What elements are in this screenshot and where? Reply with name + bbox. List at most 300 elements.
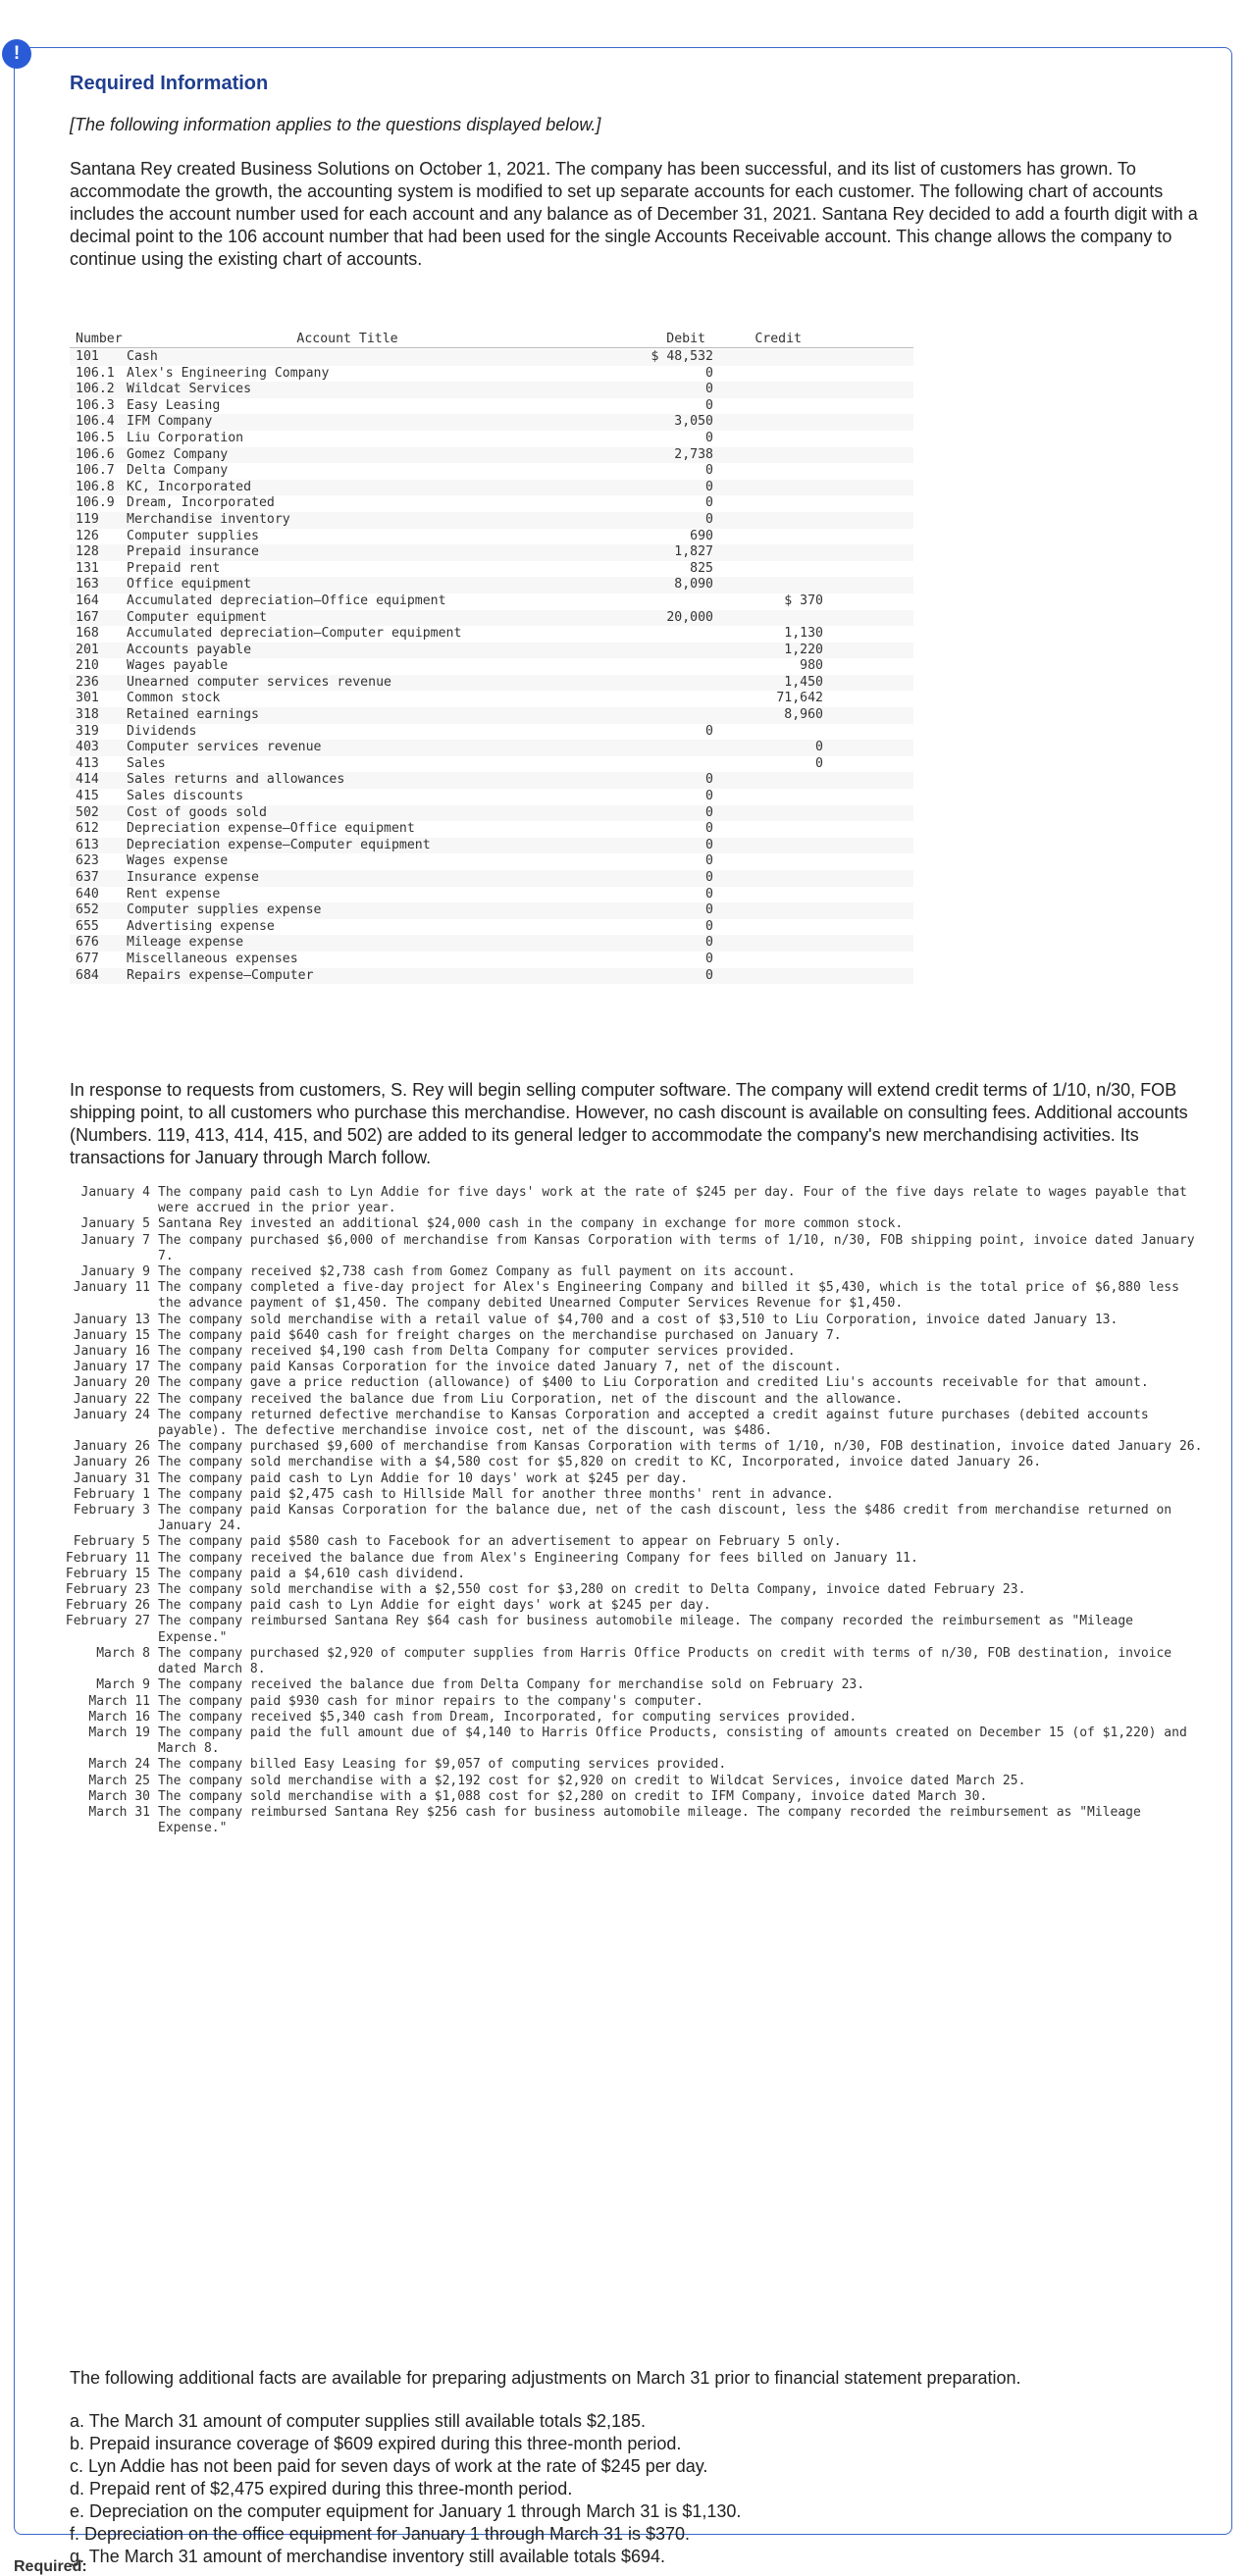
transaction-text: The company received $5,340 cash from Dream, Incorporated, for computing services provided. [158,1709,858,1725]
coa-title: Cash [127,349,158,364]
coa-title: Common stock [127,691,221,706]
coa-credit [713,349,823,366]
coa-debit [617,643,713,659]
coa-row [70,366,913,383]
coa-row [70,902,913,919]
coa-title: Dividends [127,723,197,739]
transaction-item [52,1710,1205,1726]
coa-credit: 8,960 [784,707,823,723]
coa-title: Unearned computer services revenue [127,674,391,690]
alert-icon: ! [2,39,31,69]
transaction-text: The company received the balance due from Delta Company for merchandise sold on February 23. [158,1677,865,1693]
coa-debit: 3,050 [674,414,713,430]
transaction-text: The company sold merchandise with a $2,192 cost for $2,920 on credit to Wildcat Services, invoice dated March 25. [158,1773,1026,1788]
coa-credit: 0 [815,740,823,755]
coa-debit [617,593,713,610]
transactions-list [52,1185,1205,1836]
coa-credit [713,463,823,480]
transaction-text: The company sold merchandise with a $2,550 cost for $3,280 on credit to Delta Company, invoice dated February 23. [158,1582,1026,1598]
transaction-date: January 9 [80,1264,150,1280]
merchandising-paragraph: In response to requests from customers, S. Rey will begin selling computer software. The company will extend credit terms of 1/10, n/30, FOB shipping point, to all customers who purchase this merchandise. However, no cash discount is available on consulting fees. Additional accounts (Numbers. 119, 413, 414, 415, and 502) are added to its general ledger to accommodate the company's new merchandising activities. Its transactions for January through March follow. [70,1080,1188,1167]
transaction-date: February 5 [73,1534,150,1550]
coa-title: Delta Company [127,463,229,479]
coa-title: Alex's Engineering Company [127,365,330,381]
coa-row [70,887,913,903]
coa-row [70,480,913,496]
adjustment-fact: f. Depreciation on the office equipment for January 1 through March 31 is $370. [70,2524,691,2544]
transaction-item [52,1757,1205,1773]
coa-title: Repairs expense—Computer [127,967,314,983]
coa-credit [713,887,823,903]
coa-row [70,707,913,724]
coa-debit: 0 [705,772,713,788]
coa-number: 655 [76,918,99,934]
transaction-text: The company paid cash to Lyn Addie for 10 days' work at $245 per day. [158,1470,689,1486]
coa-header-title: Account Title [296,332,398,346]
coa-row [70,919,913,936]
transaction-text: The company paid $2,475 cash to Hillside Mall for another three months' rent in advance. [158,1486,834,1502]
coa-row [70,853,913,870]
transaction-date: March 24 [88,1757,150,1773]
coa-row [70,675,913,692]
coa-credit [713,838,823,854]
coa-row [70,838,913,854]
coa-debit: 0 [705,870,713,885]
transaction-item [52,1774,1205,1789]
coa-debit: 0 [705,821,713,837]
info-card [14,47,1232,2566]
transaction-text: The company received $2,738 cash from Gomez Company as full payment on its account. [158,1264,796,1280]
transaction-item [52,1328,1205,1344]
coa-credit [713,512,823,529]
coa-credit [713,561,823,578]
transaction-date: January 26 [73,1439,150,1455]
transaction-date: January 5 [80,1216,150,1232]
coa-number: 119 [76,511,99,527]
coa-number: 131 [76,560,99,576]
coa-credit [713,414,823,431]
coa-title: Accumulated depreciation—Office equipment [127,592,446,608]
transaction-text: The company paid $580 cash to Facebook for an advertisement to appear on February 5 only. [158,1534,842,1550]
transaction-date: January 22 [73,1391,150,1407]
coa-title: Prepaid rent [127,560,221,576]
transaction-date: March 8 [96,1645,150,1661]
transaction-item [52,1614,1205,1645]
coa-row [70,789,913,805]
coa-number: 101 [76,349,99,364]
transaction-text: The company sold merchandise with a $1,088 cost for $2,280 on credit to IFM Company, invoice dated March 30. [158,1788,988,1804]
coa-title: Easy Leasing [127,397,221,413]
coa-title: Sales discounts [127,789,244,804]
coa-credit: 0 [815,755,823,771]
transaction-item [52,1503,1205,1534]
transaction-item [52,1646,1205,1677]
transaction-date: February 23 [65,1582,150,1598]
coa-credit [713,772,823,789]
coa-debit: 0 [705,789,713,804]
coa-number: 168 [76,626,99,642]
transaction-date: February 27 [65,1614,150,1629]
transaction-text: Santana Rey invested an additional $24,000 cash in the company in exchange for more common stock. [158,1216,904,1232]
transaction-item [52,1439,1205,1455]
coa-number: 677 [76,951,99,966]
coa-number: 319 [76,723,99,739]
transaction-text: The company returned defective merchandise to Kansas Corporation and accepted a credit against future purchases (debited accounts payable). The defective merchandise invoice cost, net of the discount, was $486. [158,1407,1149,1439]
coa-debit [617,756,713,773]
coa-header-number: Number [76,332,123,346]
transaction-date: January 16 [73,1344,150,1360]
coa-number: 106.9 [76,495,115,511]
coa-row [70,593,913,610]
transaction-text: The company paid Kansas Corporation for the invoice dated January 7, net of the discount. [158,1360,842,1375]
coa-number: 684 [76,967,99,983]
coa-number: 106.2 [76,382,115,397]
coa-title: Retained earnings [127,707,259,723]
coa-debit: 8,090 [674,577,713,592]
coa-credit: 1,130 [784,626,823,642]
coa-debit: 0 [705,935,713,951]
coa-debit [617,691,713,707]
transaction-date: February 15 [65,1566,150,1581]
coa-row [70,349,913,366]
transaction-item [52,1534,1205,1550]
transaction-date: January 15 [73,1327,150,1343]
transaction-text: The company reimbursed Santana Rey $256 cash for business automobile mileage. The company recorded the reimbursement as "Mileage Expense." [158,1804,1141,1836]
coa-credit: 980 [800,658,823,674]
transaction-text: The company paid cash to Lyn Addie for eight days' work at $245 per day. [158,1598,711,1614]
coa-row [70,495,913,512]
transaction-item [52,1598,1205,1614]
transaction-item [52,1185,1205,1216]
coa-credit: 71,642 [776,691,823,706]
adjustment-fact: a. The March 31 amount of computer supplies still available totals $2,185. [70,2411,646,2431]
coa-credit [713,935,823,952]
coa-credit [713,919,823,936]
transaction-date: February 26 [65,1598,150,1614]
coa-header-credit: Credit [755,332,802,346]
transaction-date: January 4 [80,1185,150,1200]
coa-number: 652 [76,902,99,918]
transaction-item [52,1551,1205,1567]
coa-number: 612 [76,821,99,837]
coa-number: 236 [76,674,99,690]
coa-row [70,643,913,659]
coa-debit: 1,827 [674,544,713,560]
coa-debit [617,658,713,675]
coa-title: Computer equipment [127,609,267,625]
coa-credit [713,366,823,383]
coa-debit: 0 [705,463,713,479]
coa-row [70,544,913,561]
transaction-date: February 3 [73,1503,150,1519]
coa-debit [617,675,713,692]
coa-number: 415 [76,789,99,804]
transaction-item [52,1360,1205,1375]
coa-row [70,968,913,985]
coa-debit: 0 [705,804,713,820]
coa-debit: 690 [690,528,713,543]
coa-credit [713,724,823,741]
adjustment-fact: g. The March 31 amount of merchandise inventory still available totals $694. [70,2547,665,2566]
transaction-item [52,1264,1205,1280]
coa-number: 640 [76,886,99,902]
coa-row [70,740,913,756]
coa-debit: 825 [690,560,713,576]
coa-row [70,870,913,887]
coa-number: 623 [76,853,99,869]
chart-of-accounts [70,332,913,984]
coa-row [70,724,913,741]
coa-debit: 0 [705,853,713,869]
coa-number: 403 [76,740,99,755]
coa-title: Wages expense [127,853,229,869]
coa-debit: 0 [705,837,713,852]
coa-credit [713,952,823,968]
adjustment-fact: d. Prepaid rent of $2,475 expired during this three-month period. [70,2479,573,2499]
transaction-date: January 24 [73,1407,150,1422]
coa-credit: $ 370 [784,592,823,608]
transaction-text: The company sold merchandise with a retail value of $4,700 and a cost of $3,510 to Liu Corporation, invoice dated January 13. [158,1312,1119,1327]
coa-title: Wages payable [127,658,229,674]
transaction-date: February 11 [65,1550,150,1566]
adjustment-facts-list [70,2410,741,2568]
coa-debit: 0 [705,967,713,983]
transaction-item [52,1471,1205,1487]
required-label: Required: [14,2558,87,2575]
coa-credit [713,870,823,887]
transaction-text: The company paid cash to Lyn Addie for five days' work at the rate of $245 per day. Four of the five days relate to wages payable that were accrued in the prior year. [158,1185,1187,1216]
coa-debit: 0 [705,951,713,966]
coa-row [70,398,913,415]
coa-credit [713,431,823,447]
coa-number: 301 [76,691,99,706]
transaction-item [52,1677,1205,1693]
coa-row [70,382,913,398]
transaction-item [52,1233,1205,1264]
coa-title: Advertising expense [127,918,275,934]
transaction-date: March 19 [88,1725,150,1740]
coa-number: 106.1 [76,365,115,381]
coa-row [70,463,913,480]
coa-credit [713,495,823,512]
coa-number: 163 [76,577,99,592]
coa-title: Merchandise inventory [127,511,290,527]
coa-debit: 0 [705,886,713,902]
transaction-date: January 11 [73,1280,150,1296]
transaction-item [52,1487,1205,1503]
transaction-date: February 1 [73,1486,150,1502]
transaction-text: The company reimbursed Santana Rey $64 cash for business automobile mileage. The company recorded the reimbursement as "Mileage Expense." [158,1614,1133,1645]
coa-title: Liu Corporation [127,430,244,445]
transaction-text: The company gave a price reduction (allowance) of $400 to Liu Corporation and credited Liu's accounts receivable for that amount. [158,1375,1149,1391]
coa-debit [617,740,713,756]
coa-title: Cost of goods sold [127,804,267,820]
coa-number: 126 [76,528,99,543]
coa-number: 201 [76,642,99,657]
coa-row [70,431,913,447]
coa-number: 637 [76,870,99,885]
coa-credit [713,968,823,985]
transaction-item [52,1375,1205,1391]
transaction-text: The company purchased $9,600 of merchandise from Kansas Corporation with terms of 1/10, n/30, FOB destination, invoice dated January 26. [158,1439,1203,1455]
coa-debit: 20,000 [666,609,713,625]
transaction-date: March 31 [88,1804,150,1820]
coa-number: 318 [76,707,99,723]
coa-credit: 1,220 [784,642,823,657]
transaction-date: January 7 [80,1232,150,1248]
coa-number: 676 [76,935,99,951]
coa-title: Accounts payable [127,642,252,657]
coa-title: Insurance expense [127,870,259,885]
transaction-text: The company billed Easy Leasing for $9,057 of computing services provided. [158,1757,727,1773]
coa-number: 106.6 [76,446,115,462]
coa-debit: 0 [705,723,713,739]
coa-row [70,935,913,952]
coa-credit [713,610,823,627]
coa-title: Computer supplies expense [127,902,322,918]
coa-number: 106.3 [76,397,115,413]
coa-debit: 0 [705,495,713,511]
transaction-text: The company received the balance due from Alex's Engineering Company for fees billed on January 11. [158,1550,918,1566]
coa-number: 414 [76,772,99,788]
transaction-date: March 11 [88,1693,150,1709]
coa-row [70,414,913,431]
coa-debit: $ 48,532 [651,349,713,364]
adjustment-fact: b. Prepaid insurance coverage of $609 expired during this three-month period. [70,2434,682,2453]
transaction-item [52,1280,1205,1312]
coa-debit: 0 [705,430,713,445]
coa-row [70,561,913,578]
transaction-item [52,1216,1205,1232]
coa-row [70,821,913,838]
coa-title: IFM Company [127,414,213,430]
coa-row [70,447,913,464]
transaction-date: January 13 [73,1312,150,1327]
coa-debit: 0 [705,382,713,397]
coa-debit: 0 [705,365,713,381]
coa-number: 613 [76,837,99,852]
coa-number: 210 [76,658,99,674]
coa-debit [617,707,713,724]
coa-title: Computer supplies [127,528,259,543]
coa-row [70,577,913,593]
transaction-text: The company received $4,190 cash from Delta Company for computer services provided. [158,1344,796,1360]
coa-number: 164 [76,592,99,608]
transaction-item [52,1313,1205,1328]
coa-debit: 0 [705,902,713,918]
transaction-date: March 25 [88,1773,150,1788]
transaction-date: March 9 [96,1677,150,1693]
transaction-text: The company paid the full amount due of $4,140 to Harris Office Products, consisting of amounts created on December 15 (of $1,220) and March 8. [158,1725,1187,1757]
coa-row [70,626,913,643]
transaction-text: The company paid $640 cash for freight charges on the merchandise purchased on January 7. [158,1327,842,1343]
coa-debit: 0 [705,397,713,413]
facts-intro: The following additional facts are available for preparing adjustments on March 31 prior to financial statement preparation. [70,2368,1021,2388]
transaction-date: January 20 [73,1375,150,1391]
transaction-item [52,1392,1205,1408]
transaction-item [52,1805,1205,1836]
coa-title: Gomez Company [127,446,229,462]
coa-row [70,610,913,627]
coa-number: 106.4 [76,414,115,430]
coa-credit [713,789,823,805]
adjustment-fact: c. Lyn Addie has not been paid for seven days of work at the rate of $245 per day. [70,2456,708,2476]
coa-title: KC, Incorporated [127,479,252,494]
transaction-text: The company received the balance due from Liu Corporation, net of the discount and the allowance. [158,1391,904,1407]
coa-row [70,756,913,773]
transaction-item [52,1408,1205,1439]
coa-debit: 2,738 [674,446,713,462]
coa-credit [713,398,823,415]
coa-row [70,691,913,707]
coa-title: Miscellaneous expenses [127,951,298,966]
coa-title: Rent expense [127,886,221,902]
coa-credit [713,529,823,545]
coa-title: Office equipment [127,577,252,592]
coa-number: 106.5 [76,430,115,445]
coa-number: 106.7 [76,463,115,479]
transaction-item [52,1455,1205,1470]
transaction-item [52,1789,1205,1805]
coa-credit [713,447,823,464]
coa-title: Depreciation expense—Office equipment [127,821,415,837]
transaction-item [52,1344,1205,1360]
transaction-text: The company paid Kansas Corporation for the balance due, net of the cash discount, less the $486 credit from merchandise returned on January 24. [158,1503,1172,1534]
transaction-item [52,1582,1205,1598]
coa-title: Dream, Incorporated [127,495,275,511]
coa-debit: 0 [705,918,713,934]
coa-credit [713,853,823,870]
coa-credit [713,902,823,919]
coa-credit [713,805,823,822]
coa-debit: 0 [705,479,713,494]
transaction-text: The company purchased $2,920 of computer supplies from Harris Office Products on credit with terms of n/30, FOB destination, invoice dated March 8. [158,1645,1172,1677]
transaction-text: The company completed a five-day project for Alex's Engineering Company and billed it $5,430, which is the total price of $6,880 less the advance payment of $1,450. The company debited Unearned Computer Services Revenue for $1,450. [158,1280,1179,1312]
coa-row [70,512,913,529]
transaction-text: The company paid a $4,610 cash dividend. [158,1566,466,1581]
transaction-text: The company sold merchandise with a $4,580 cost for $5,820 on credit to KC, Incorporated, invoice dated January 26. [158,1455,1042,1470]
coa-title: Mileage expense [127,935,244,951]
transaction-date: March 16 [88,1709,150,1725]
coa-title: Sales returns and allowances [127,772,345,788]
coa-credit [713,544,823,561]
transaction-date: January 26 [73,1455,150,1470]
coa-row [70,529,913,545]
applies-note: [The following information applies to the questions displayed below.] [70,115,601,134]
coa-number: 413 [76,755,99,771]
coa-credit: 1,450 [784,674,823,690]
coa-credit [713,821,823,838]
coa-title: Prepaid insurance [127,544,259,560]
transaction-text: The company purchased $6,000 of merchandise from Kansas Corporation with terms of 1/10, n/30, FOB shipping point, invoice dated January 7. [158,1232,1195,1263]
coa-number: 167 [76,609,99,625]
coa-header-row [70,332,913,348]
transaction-item [52,1567,1205,1582]
coa-row [70,805,913,822]
coa-body [70,349,913,984]
transaction-text: The company paid $930 cash for minor repairs to the company's computer. [158,1693,703,1709]
coa-header-debit: Debit [666,332,705,346]
coa-title: Wildcat Services [127,382,252,397]
section-heading: Required Information [70,73,269,94]
coa-row [70,772,913,789]
coa-credit [713,480,823,496]
transaction-date: January 17 [73,1360,150,1375]
coa-title: Accumulated depreciation—Computer equipment [127,626,462,642]
coa-debit [617,626,713,643]
coa-credit [713,382,823,398]
coa-row [70,658,913,675]
